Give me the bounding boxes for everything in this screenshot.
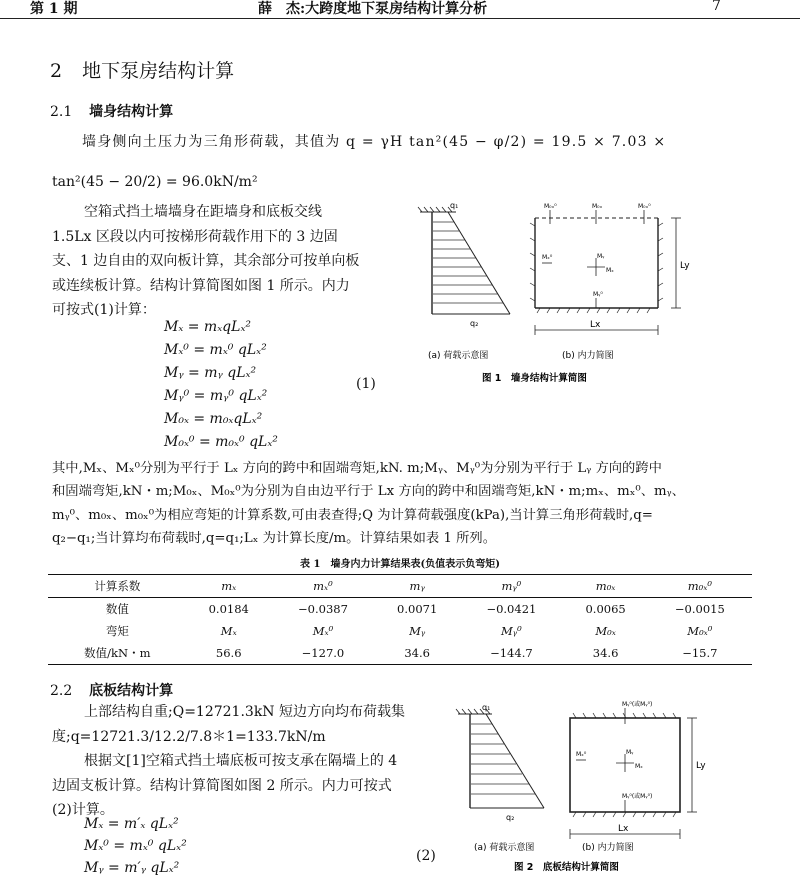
table1-caption: 表 1 墙身内力计算结果表(负值表示负弯矩) — [300, 559, 500, 570]
table-cell: 0.0065 — [585, 602, 626, 616]
fig2-caption: 图 2 底板结构计算简图 — [514, 862, 619, 873]
equation-number: (2) — [416, 848, 436, 864]
subsection-title: 底板结构计算 — [89, 683, 174, 699]
table-cell: 数值 — [105, 602, 129, 616]
label-mx: Mₓ — [635, 763, 643, 770]
label-lx: Lx — [618, 824, 629, 834]
subsection-heading-2-1 — [50, 101, 173, 121]
text-line: 边固支板计算。结构计算简图如图 2 所示。内力可按式 — [52, 777, 392, 794]
table-cell: Mₓ — [220, 624, 237, 638]
load-diagram-a — [418, 201, 510, 328]
table-cell: mₓ⁰ — [271, 575, 375, 598]
table-cell: −0.0015 — [674, 602, 725, 616]
paragraph-p3 — [52, 457, 742, 550]
table-cell: 弯矩 — [105, 624, 129, 638]
label-mx0: Mₓ⁰ — [542, 254, 553, 261]
section-heading — [50, 56, 234, 83]
table-cell: 计算系数 — [48, 575, 187, 598]
equation-line: Mₓ⁰ = mₓ⁰ qLₓ² — [164, 342, 267, 358]
issue-number: 第 1 期 — [30, 1, 78, 17]
section-title: 地下泵房结构计算 — [82, 60, 235, 82]
label-lx: Lx — [590, 320, 601, 330]
label-ly: Ly — [696, 761, 706, 771]
table-cell: −15.7 — [648, 642, 752, 665]
equation-line: Mₓ⁰ = mₓ⁰ qLₓ² — [84, 838, 187, 854]
table-cell: 34.6 — [375, 642, 459, 665]
label-my0: Mᵧ⁰ — [593, 291, 603, 298]
page-number: 7 — [712, 0, 721, 14]
text-line: 或连续板计算。结构计算简图如图 1 所示。内力 — [52, 277, 350, 294]
label-q1: q₁ — [482, 703, 491, 712]
fig1-caption-a: (a) 荷载示意图 — [428, 351, 489, 361]
equation-line: Mₓ = mₓqLₓ² — [164, 319, 252, 335]
text-line: 1.5Lx 区段以内可按梯形荷载作用下的 3 边固 — [52, 228, 338, 245]
equation-line: M₀ₓ = m₀ₓqLₓ² — [164, 411, 263, 427]
force-diagram-b — [530, 203, 690, 335]
table-cell: 34.6 — [564, 642, 648, 665]
equation-line: Mᵧ = mᵧ qLₓ² — [164, 365, 257, 381]
results-table — [48, 574, 752, 665]
fig1-caption-b: (b) 内力简图 — [562, 351, 614, 361]
table-cell: 56.6 — [187, 642, 271, 665]
label-q2: q₂ — [470, 319, 479, 328]
text-line: 空箱式挡土墙墙身在距墙身和底板交线 — [84, 204, 322, 220]
table-cell: M₀ₓ⁰ — [687, 624, 713, 638]
paragraph-line: tan²(45 − 20/2) = 96.0kN/m² — [52, 174, 258, 190]
text-line: 可按式(1)计算： — [52, 302, 156, 318]
label-ly: Ly — [680, 261, 690, 271]
label-bottom-moment: Mᵧ⁰(或Mᵧ⁰) — [622, 793, 653, 800]
table-row — [48, 620, 752, 642]
paragraph-p2 — [52, 200, 392, 323]
paragraph-p4 — [52, 700, 444, 823]
table-cell: mᵧ⁰ — [459, 575, 563, 598]
equation-number: (1) — [356, 376, 376, 392]
table-cell: −0.0387 — [298, 602, 348, 616]
equation-block-2 — [84, 813, 187, 879]
table-cell: m₀ₓ — [564, 575, 648, 598]
equation-line: Mᵧ⁰ = mᵧ⁰ qLₓ² — [164, 388, 268, 404]
table-cell: mᵧ — [375, 575, 459, 598]
subsection-heading-2-2 — [50, 680, 173, 700]
text-line: 支、1 边自由的双向板计算，其余部分可按单向板 — [52, 253, 360, 269]
equation-block-1 — [164, 316, 278, 454]
table-cell: Mᵧ⁰ — [501, 624, 522, 638]
figure-2 — [452, 694, 752, 878]
table-cell: Mₓ⁰ — [312, 624, 334, 638]
label-my: Mᵧ — [597, 253, 605, 260]
text-line: 和固端弯矩,kN・m;M₀ₓ、M₀ₓ⁰为分别为自由边平行于 Lx 方向的跨中和固端弯矩,kN・m;mₓ、mₓ⁰、mᵧ、 — [52, 484, 685, 500]
table-cell: 0.0071 — [397, 602, 438, 616]
fig2-caption-b: (b) 内力简图 — [582, 843, 634, 853]
equation-line: M₀ₓ⁰ = m₀ₓ⁰ qLₓ² — [164, 434, 278, 450]
label-my: Mᵧ — [626, 749, 634, 756]
table-cell: M₀ₓ — [595, 624, 616, 638]
table-cell: −127.0 — [271, 642, 375, 665]
label-q1: q₁ — [450, 201, 459, 210]
table-row — [48, 642, 752, 665]
table-row — [48, 598, 752, 621]
text-line: 根据文[1]空箱式挡土墙底板可按支承在隔墙上的 4 — [84, 753, 398, 769]
table-cell: Mᵧ — [409, 624, 426, 638]
label-m0x0-right: M₀ₓ⁰ — [638, 203, 651, 210]
load-diagram-a — [456, 703, 544, 822]
text-line: mᵧ⁰、m₀ₓ、m₀ₓ⁰为相应弯矩的计算系数,可由表查得;Q 为计算荷载强度(kPa),当计算三角形荷载时,q= — [52, 507, 653, 523]
fig2-caption-a: (a) 荷载示意图 — [474, 843, 535, 853]
fig1-caption: 图 1 墙身结构计算简图 — [482, 373, 587, 384]
label-mx0: Mₓ⁰ — [576, 751, 587, 758]
subsection-number: 2.1 — [50, 104, 73, 120]
label-m0x: M₀ₓ — [592, 203, 603, 210]
table-cell: −144.7 — [459, 642, 563, 665]
text-line: q₂−q₁;当计算均布荷载时,q=q₁;Lₓ 为计算长度/m。计算结果如表 1 所列。 — [52, 530, 497, 546]
label-mx: Mₓ — [606, 267, 614, 274]
text-line: 上部结构自重;Q=12721.3kN 短边方向均布荷载集 — [84, 704, 406, 720]
figure-1 — [410, 196, 700, 386]
table-row — [48, 575, 752, 598]
equation-line: Mᵧ = m′ᵧ qLₓ² — [84, 860, 180, 876]
table-cell: m₀ₓ⁰ — [648, 575, 752, 598]
text-line: 其中,Mₓ、Mₓ⁰分别为平行于 Lₓ 方向的跨中和固端弯矩,kN. m;Mᵧ、Mᵧ⁰为分别为平行于 Lᵧ 方向的跨中 — [52, 461, 662, 476]
equation-line: Mₓ = m′ₓ qLₓ² — [84, 816, 179, 832]
subsection-title: 墙身结构计算 — [89, 104, 174, 120]
table-cell: mₓ — [187, 575, 271, 598]
running-title: 薛 杰:大跨度地下泵房结构计算分析 — [258, 1, 488, 17]
paragraph-line: 墙身侧向土压力为三角形荷载，其值为 q = γH tan²(45 − φ/2) = 19.5 × 7.03 × — [82, 134, 667, 150]
label-top-moment: Mᵧ⁰(或Mᵧ⁰) — [622, 701, 653, 708]
force-diagram-b — [570, 700, 706, 839]
text-line: 度;q=12721.3/12.2/7.8＊1=133.7kN/m — [52, 728, 326, 745]
table-cell: 0.0184 — [208, 602, 249, 616]
section-number: 2 — [50, 60, 63, 82]
text-line: (2)计算。 — [52, 802, 114, 818]
subsection-number: 2.2 — [50, 683, 73, 699]
label-m0x0-left: M₀ₓ⁰ — [544, 203, 557, 210]
label-q2: q₂ — [506, 813, 515, 822]
table-cell: 数值/kN・m — [48, 642, 187, 665]
table-cell: −0.0421 — [486, 602, 537, 616]
